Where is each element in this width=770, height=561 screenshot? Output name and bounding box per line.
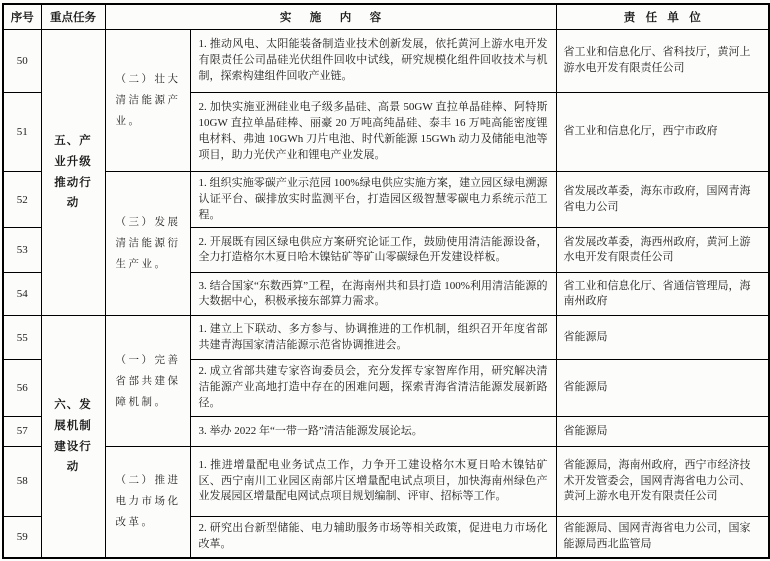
row-51-unit: 省工业和信息化厅，西宁市政府 <box>556 93 769 172</box>
subcategory-derivative-industry: （三）发展清洁能源衍生产业。 <box>105 172 190 316</box>
row-50-content: 1. 推动风电、太阳能装备制造业技术创新发展，依托黄河上游水电开发有限责任公司晶硅光伏组件回收中试线，研究规模化组件回收技术与机制，探索构建组件回收产业链。 <box>190 30 556 93</box>
table-row <box>3 30 769 93</box>
row-52-unit: 省发展改革委，海东市政府，国网青海省电力公司 <box>556 172 769 228</box>
task-group-6: 六、发展机制建设行动 <box>41 316 105 558</box>
table-row <box>3 172 769 228</box>
row-57-number: 57 <box>3 416 41 446</box>
row-57-content: 3. 举办 2022 年“一带一路”清洁能源发展论坛。 <box>190 416 556 446</box>
row-55-content: 1. 建立上下联动、多方参与、协调推进的工作机制，组织召开年度省部共建青海国家清洁能源示范省协调推进会。 <box>190 316 556 360</box>
action-plan-table <box>2 3 770 559</box>
header-row <box>3 4 769 30</box>
header-task-label: 重点任务 <box>50 12 96 24</box>
row-54-unit: 省工业和信息化厅、省通信管理局，海南州政府 <box>556 273 769 316</box>
row-53-content: 2. 开展既有园区绿电供应方案研究论证工作，鼓励使用清洁能源设备，全力打造格尔木夏日哈木镍钴矿等矿山零碳绿色开发建设样板。 <box>190 228 556 273</box>
row-59-unit: 省能源局、国网青海省电力公司，国家能源局西北监管局 <box>556 516 769 557</box>
row-50-number: 50 <box>3 30 41 93</box>
row-56-content: 2. 成立省部共建专家咨询委员会，充分发挥专家智库作用，研究解决清洁能源产业高地打造中存在的困难问题，探索青海省清洁能源发展新路径。 <box>190 360 556 416</box>
row-51-number: 51 <box>3 93 41 172</box>
row-59-number: 59 <box>3 516 41 557</box>
row-52-content: 1. 组织实施零碳产业示范园 100%绿电供应实施方案，建立园区绿电溯源认证平台、碳排放实时监测平台，打造园区级智慧零碳电力系统示范工程。 <box>190 172 556 228</box>
row-50-unit: 省工业和信息化厅、省科技厅，黄河上游水电开发有限责任公司 <box>556 30 769 93</box>
row-59-content: 2. 研究出台新型储能、电力辅助服务市场等相关政策，促进电力市场化改革。 <box>190 516 556 557</box>
row-52-number: 52 <box>3 172 41 228</box>
row-56-number: 56 <box>3 360 41 416</box>
header-no <box>3 4 41 30</box>
row-53-unit: 省发展改革委，海西州政府，黄河上游水电开发有限责任公司 <box>556 228 769 273</box>
row-57-unit: 省能源局 <box>556 416 769 446</box>
subcategory-expand-clean-energy: （二）壮大清洁能源产业。 <box>105 30 190 172</box>
header-unit-label: 责任单位 <box>623 12 712 24</box>
row-58-content: 1. 推进增量配电业务试点工作，力争开工建设格尔木夏日哈木镍钴矿区、西宁南川工业园区南部片区增量配电试点项目，加快海南州绿色产业发展园区增量配电网试点项目规划编制、评审、招标等工作。 <box>190 446 556 516</box>
header-content-label: 实施内容 <box>279 12 400 24</box>
subcategory-power-market-reform: （二）推进电力市场化改革。 <box>105 446 190 557</box>
row-58-number: 58 <box>3 446 41 516</box>
row-51-content: 2. 加快实施亚洲硅业电子级多晶硅、高景 50GW 直拉单晶硅棒、阿特斯 10GW 直拉单晶硅棒、丽豪 20 万吨高纯晶硅、泰丰 16 万吨高能密度锂电材料、弗迪 10GWh 刀片电池、时代新能源 15GWh 动力及储能电池等项目，助力光伏产业和锂电产业发展。 <box>190 93 556 172</box>
row-55-number: 55 <box>3 316 41 360</box>
subcategory-guarantee-mechanism: （一）完善省部共建保障机制。 <box>105 316 190 446</box>
table-row <box>3 446 769 516</box>
row-55-unit: 省能源局 <box>556 316 769 360</box>
header-unit <box>556 4 769 30</box>
task-group-5: 五、产业升级推动行动 <box>41 30 105 316</box>
header-no-label: 序号 <box>10 12 34 24</box>
row-56-unit: 省能源局 <box>556 360 769 416</box>
table-row <box>3 316 769 360</box>
row-54-number: 54 <box>3 273 41 316</box>
row-54-content: 3. 结合国家“东数西算”工程，在海南州共和县打造 100%利用清洁能源的大数据中心，积极承接东部算力需求。 <box>190 273 556 316</box>
header-task <box>41 4 105 30</box>
row-53-number: 53 <box>3 228 41 273</box>
header-content <box>105 4 556 30</box>
row-58-unit: 省能源局，海南州政府，西宁市经济技术开发管委会，国网青海省电力公司、黄河上游水电开发有限责任公司 <box>556 446 769 516</box>
